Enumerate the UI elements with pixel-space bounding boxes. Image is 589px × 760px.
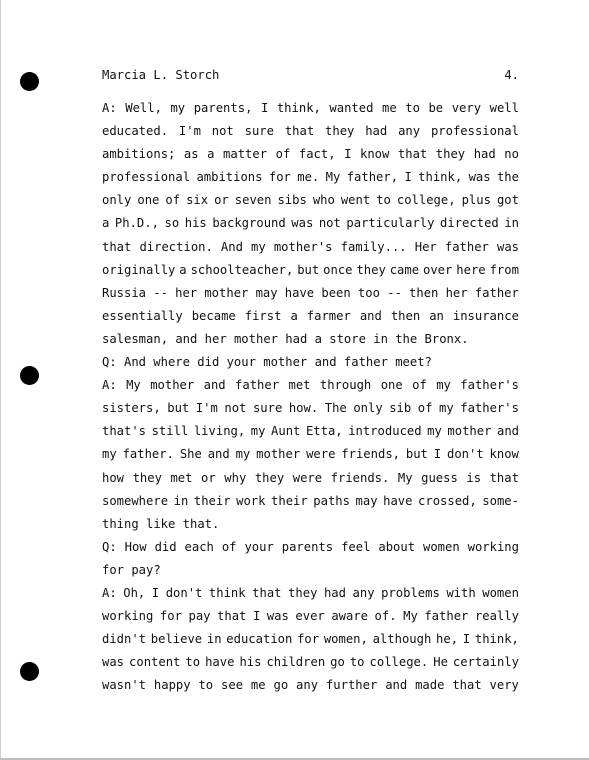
transcript-line: originally a schoolteacher, but once they came over here from: [102, 262, 519, 277]
punch-hole-top: [20, 72, 39, 91]
interviewee-name: Marcia L. Storch: [102, 68, 220, 82]
transcript-line: educated. I'm not sure that they had any professional: [102, 124, 519, 139]
transcript-line: how they met or why they were friends. My guess is that: [102, 470, 519, 485]
transcript-line: professional ambitions for me. My father, I think, was the: [102, 170, 519, 185]
transcript-line: sisters, but I'm not sure how. The only sib of my father's: [102, 401, 519, 416]
transcript-line: only one of six or seven sibs who went to college, plus got: [102, 193, 519, 208]
transcript-line: that's still living, my Aunt Etta, introduced my mother and: [102, 424, 519, 439]
transcript-line: essentially became first a farmer and then an insurance: [102, 308, 519, 323]
transcript-line: Russia -- her mother may have been too -- then her father: [102, 285, 519, 300]
transcript-line: A: Oh, I don't think that they had any problems with women: [102, 585, 519, 600]
transcript-line: Q: How did each of your parents feel about women working: [102, 539, 519, 554]
transcript-line: somewhere in their work their paths may have crossed, some-: [102, 493, 519, 508]
punch-hole-bottom: [20, 662, 39, 681]
transcript-line: thing like that.: [102, 516, 220, 531]
punch-hole-middle: [20, 366, 39, 385]
transcript-line: ambitions; as a matter of fact, I know that they had no: [102, 147, 519, 162]
transcript-line: A: My mother and father met through one of my father's: [102, 378, 519, 393]
transcript-line: that direction. And my mother's family... Her father was: [102, 239, 519, 254]
page-left-edge: [0, 0, 1, 760]
transcript-line: was content to have his children go to college. He certainly: [102, 655, 519, 670]
page-header: [102, 68, 519, 84]
transcript-line: my father. She and my mother were friends, but I don't know: [102, 447, 519, 462]
transcript-line: a Ph.D., so his background was not particularly directed in: [102, 216, 519, 231]
transcript-line: Q: And where did your mother and father meet?: [102, 355, 432, 370]
transcript-body: [102, 100, 519, 700]
page-number: 4.: [504, 68, 519, 82]
transcript-line: salesman, and her mother had a store in the Bronx.: [102, 331, 469, 346]
transcript-line: didn't believe in education for women, although he, I think,: [102, 632, 519, 647]
transcript-line: wasn't happy to see me go any further and made that very: [102, 678, 519, 693]
transcript-line: for pay?: [102, 562, 161, 577]
transcript-line: A: Well, my parents, I think, wanted me to be very well: [102, 101, 519, 115]
transcript-line: working for pay that I was ever aware of. My father really: [102, 609, 519, 624]
